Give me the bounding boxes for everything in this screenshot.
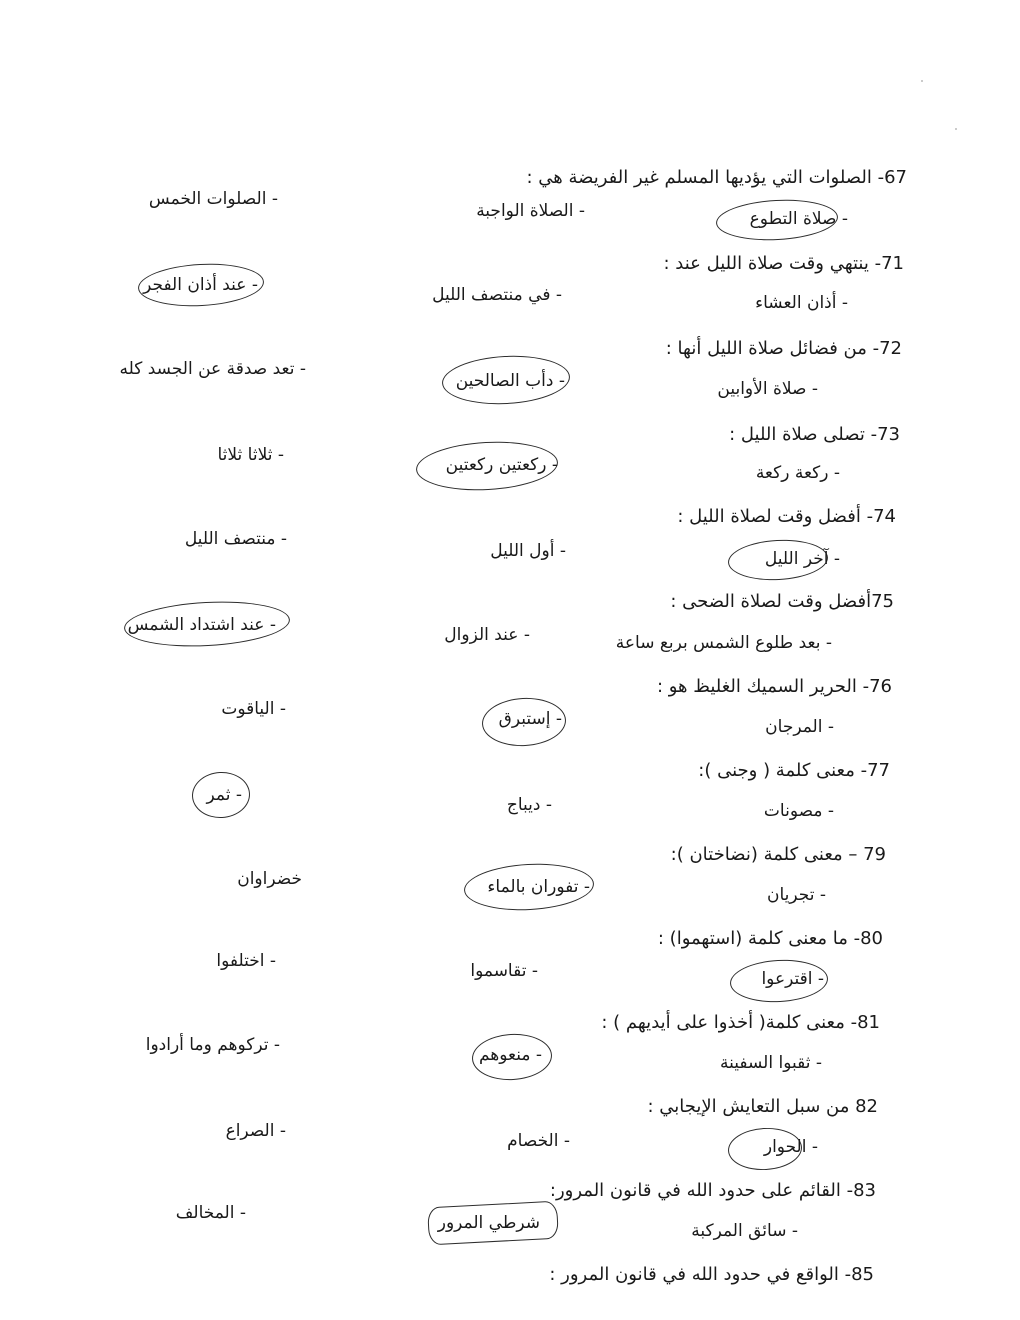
- option-a: - المرجان: [765, 717, 834, 737]
- option-b: - عند الزوال: [444, 625, 530, 645]
- question-74: 74- أفضل وقت لصلاة الليل :: [677, 506, 896, 527]
- option-b: - ركعتين ركعتين: [445, 455, 558, 475]
- option-c: - تركوهم وما أرادوا: [145, 1035, 280, 1055]
- option-a: - صلاة الأوابين: [717, 379, 818, 399]
- question-71: 71- ينتهي وقت صلاة الليل عند :: [663, 253, 904, 274]
- question-73: 73- تصلى صلاة الليل :: [729, 424, 900, 445]
- question-80: 80- ما معنى كلمة (استهموا) :: [657, 928, 883, 949]
- question-81: 81- معنى كلمة( أخذوا على أيديهم ) :: [601, 1012, 880, 1033]
- question-79: 79 – معنى كلمة (نضاختان ):: [670, 844, 886, 865]
- option-a: - أذان العشاء: [755, 293, 848, 313]
- scan-speck: [955, 128, 957, 130]
- question-76: 76- الحرير السميك الغليظ هو :: [656, 676, 892, 697]
- option-a: - اقترعوا: [761, 969, 824, 989]
- option-b: - الخصام: [507, 1131, 570, 1151]
- option-a: - بعد طلوع الشمس بربع ساعة: [615, 633, 832, 653]
- option-c: - المخالف: [175, 1203, 246, 1223]
- option-c: - منتصف الليل: [184, 529, 287, 549]
- option-b: - دأب الصالحين: [455, 371, 565, 391]
- option-c: - عند أذان الفجر: [143, 275, 258, 295]
- option-b: - الصلاة الواجبة: [476, 201, 585, 221]
- question-75: 75أفضل وقت لصلاة الضحى :: [670, 591, 894, 612]
- question-85: 85- الواقع في حدود الله في قانون المرور :: [549, 1264, 874, 1285]
- option-c: - الصراع: [225, 1121, 286, 1141]
- option-b: - أول الليل: [490, 541, 566, 561]
- option-a: - صلاة التطوع: [749, 209, 848, 229]
- option-c: - اختلفوا: [216, 951, 276, 971]
- question-83: 83- القائم على حدود الله في قانون المرور:: [549, 1180, 876, 1201]
- option-a: - آخر الليل: [764, 549, 840, 569]
- option-b: شرطي المرور: [437, 1213, 540, 1233]
- question-77: 77- معنى كلمة ( وجنى ):: [698, 760, 890, 781]
- option-c: - الصلوات الخمس: [148, 189, 278, 209]
- option-a: - مصونات: [763, 801, 834, 821]
- option-b: - إستبرق: [498, 709, 562, 729]
- option-b: - ديباج: [506, 795, 552, 815]
- question-82: 82 من سبل التعايش الإيجابي :: [647, 1096, 878, 1117]
- option-b: - تفوران بالماء: [487, 877, 590, 897]
- option-b: - منعوهم: [478, 1045, 542, 1065]
- scan-speck: [921, 80, 923, 82]
- option-a: - ركعة ركعة: [755, 463, 840, 483]
- option-c: - عند اشتداد الشمس: [127, 615, 276, 635]
- option-c: خضراوان: [237, 869, 302, 889]
- option-a: - ثقبوا السفينة: [720, 1053, 822, 1073]
- option-a: - الحوار: [763, 1137, 818, 1157]
- option-b: - تقاسموا: [470, 961, 538, 981]
- option-a: - تجريان: [766, 885, 826, 905]
- option-c: - تعد صدقة عن الجسد كله: [119, 359, 306, 379]
- option-c: - الياقوت: [221, 699, 286, 719]
- option-a: - سائق المركبة: [691, 1221, 798, 1241]
- question-72: 72- من فضائل صلاة الليل أنها :: [665, 338, 902, 359]
- option-c: - ثلاثا ثلاثا: [217, 445, 284, 465]
- option-c: - ثمر: [206, 785, 242, 805]
- question-67: 67- الصلوات التي يؤديها المسلم غير الفريضة هي :: [526, 167, 907, 188]
- option-b: - في منتصف الليل: [432, 285, 562, 305]
